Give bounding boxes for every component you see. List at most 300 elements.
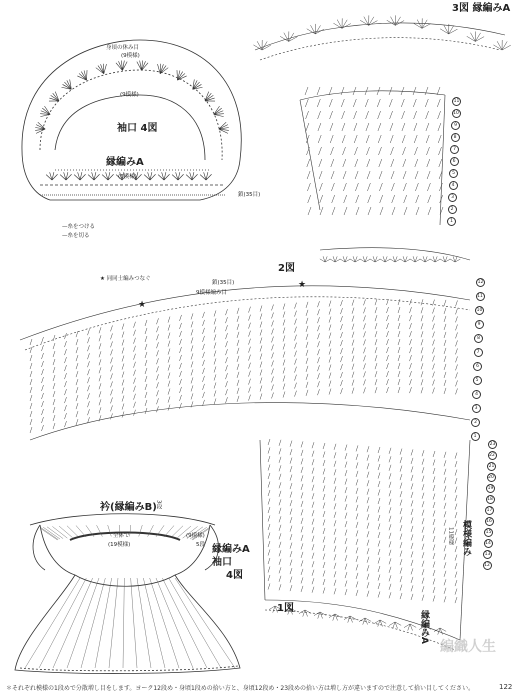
stitch bbox=[191, 329, 193, 335]
stitch bbox=[356, 195, 359, 203]
stitch bbox=[134, 346, 136, 352]
row-number: 10 bbox=[476, 308, 483, 313]
stitch bbox=[401, 99, 404, 107]
stitch bbox=[214, 374, 216, 380]
fig2-star-note: ★ 同同士編みつなぐ bbox=[100, 276, 151, 282]
stitch bbox=[323, 443, 325, 449]
stitch bbox=[279, 584, 281, 590]
stitch bbox=[331, 159, 334, 167]
stitch bbox=[410, 355, 412, 361]
stitch bbox=[364, 387, 366, 393]
row-number: 4 bbox=[472, 390, 481, 399]
stitch bbox=[400, 491, 402, 497]
stitch bbox=[433, 596, 435, 602]
stitch bbox=[404, 207, 407, 215]
stitch bbox=[444, 388, 446, 394]
stitch bbox=[191, 401, 193, 407]
stitch bbox=[306, 366, 308, 372]
stitch bbox=[329, 325, 331, 331]
stitch bbox=[203, 376, 205, 382]
stitch bbox=[392, 207, 395, 215]
stitch bbox=[433, 536, 435, 542]
stitch bbox=[312, 468, 314, 474]
stitch bbox=[353, 87, 356, 95]
stitch bbox=[122, 372, 124, 378]
stitch bbox=[283, 384, 285, 390]
stitch bbox=[404, 195, 407, 203]
stitch bbox=[356, 454, 358, 460]
stitch bbox=[145, 384, 147, 390]
stitch bbox=[30, 379, 32, 385]
row-number: 23 bbox=[489, 442, 496, 447]
stitch bbox=[379, 159, 382, 167]
stitch bbox=[180, 331, 182, 337]
stitch bbox=[387, 347, 389, 353]
stitch bbox=[422, 586, 424, 592]
stitch bbox=[364, 299, 366, 305]
stitch bbox=[364, 347, 366, 353]
stitch bbox=[367, 565, 369, 571]
stitch bbox=[444, 380, 446, 386]
stitch bbox=[345, 530, 347, 536]
stitch bbox=[168, 373, 170, 379]
stitch bbox=[214, 318, 216, 324]
skirt-line bbox=[95, 578, 112, 668]
stitch bbox=[290, 534, 292, 540]
stitch bbox=[180, 323, 182, 329]
stitch bbox=[42, 369, 44, 375]
stitch bbox=[317, 87, 320, 95]
stitch bbox=[402, 135, 405, 143]
stitch bbox=[122, 396, 124, 402]
stitch bbox=[268, 550, 270, 556]
stitch bbox=[439, 183, 442, 191]
stitch bbox=[157, 350, 159, 356]
stitch bbox=[444, 503, 446, 509]
fan-stitch bbox=[40, 114, 50, 116]
stitch bbox=[356, 488, 358, 494]
stitch bbox=[312, 561, 314, 567]
skirt-line bbox=[131, 578, 137, 668]
stitch bbox=[111, 389, 113, 395]
stitch bbox=[65, 389, 67, 395]
stitch bbox=[226, 365, 228, 371]
stitch bbox=[345, 538, 347, 544]
stitch bbox=[389, 482, 391, 488]
row-number: 10 bbox=[453, 111, 459, 116]
stitch bbox=[398, 347, 400, 353]
stitch bbox=[122, 324, 124, 330]
row-number: 12 bbox=[477, 280, 484, 285]
stitch bbox=[444, 469, 446, 475]
skirt-line bbox=[123, 578, 124, 668]
stitch bbox=[279, 542, 281, 548]
stitch bbox=[42, 345, 44, 351]
stitch bbox=[237, 364, 239, 370]
stitch bbox=[410, 323, 412, 329]
stitch bbox=[145, 328, 147, 334]
stitch bbox=[329, 341, 331, 347]
stitch bbox=[318, 349, 320, 355]
stitch bbox=[389, 465, 391, 471]
stitch bbox=[99, 375, 101, 381]
stitch bbox=[410, 371, 412, 377]
stitch bbox=[260, 370, 262, 376]
stitch bbox=[426, 123, 429, 131]
stitch bbox=[272, 376, 274, 382]
stitch bbox=[122, 340, 124, 346]
stitch bbox=[352, 324, 354, 330]
stitch bbox=[378, 583, 380, 589]
stitch bbox=[354, 123, 357, 131]
stitch bbox=[455, 504, 457, 510]
row-number: 21 bbox=[488, 464, 495, 469]
stitch bbox=[410, 307, 412, 313]
stitch bbox=[53, 383, 55, 389]
stitch bbox=[334, 512, 336, 518]
stitch bbox=[421, 379, 423, 385]
stitch bbox=[76, 355, 78, 361]
stitch bbox=[290, 458, 292, 464]
stitch bbox=[88, 409, 90, 415]
stitch bbox=[283, 376, 285, 382]
stitch bbox=[301, 586, 303, 592]
stitch bbox=[456, 300, 458, 306]
stitch bbox=[191, 385, 193, 391]
stitch bbox=[301, 501, 303, 507]
stitch bbox=[422, 510, 424, 516]
stitch bbox=[268, 524, 270, 530]
stitch bbox=[378, 541, 380, 547]
yoke-line bbox=[43, 527, 60, 539]
stitch bbox=[272, 344, 274, 350]
stitch bbox=[226, 317, 228, 323]
stitch bbox=[379, 147, 382, 155]
stitch bbox=[290, 577, 292, 583]
stitch bbox=[312, 485, 314, 491]
stitch bbox=[433, 562, 435, 568]
stitch bbox=[306, 334, 308, 340]
stitch bbox=[389, 499, 391, 505]
stitch bbox=[279, 508, 281, 514]
stitch bbox=[249, 315, 251, 321]
stitch bbox=[122, 388, 124, 394]
stitch bbox=[65, 341, 67, 347]
stitch bbox=[433, 570, 435, 576]
stitch bbox=[421, 315, 423, 321]
stitch bbox=[295, 375, 297, 381]
stitch bbox=[345, 487, 347, 493]
stitch bbox=[305, 87, 308, 95]
stitch bbox=[30, 355, 32, 361]
stitch bbox=[433, 308, 435, 314]
stitch bbox=[65, 357, 67, 363]
stitch bbox=[398, 299, 400, 305]
stitch bbox=[400, 576, 402, 582]
stitch bbox=[157, 366, 159, 372]
stitch bbox=[283, 392, 285, 398]
stitch bbox=[53, 367, 55, 373]
stitch bbox=[279, 559, 281, 565]
stitch bbox=[283, 352, 285, 358]
stitch bbox=[279, 440, 281, 446]
stitch bbox=[356, 556, 358, 562]
stitch bbox=[341, 316, 343, 322]
stitch bbox=[400, 568, 402, 574]
stitch bbox=[367, 183, 370, 191]
stitch bbox=[378, 524, 380, 530]
stitch bbox=[290, 466, 292, 472]
stitch bbox=[290, 560, 292, 566]
stitch bbox=[356, 539, 358, 545]
fig1-stitch-grid bbox=[268, 439, 457, 635]
stitch bbox=[411, 517, 413, 523]
stitch bbox=[352, 308, 354, 314]
stitch bbox=[203, 360, 205, 366]
stitch bbox=[203, 384, 205, 390]
stitch bbox=[134, 386, 136, 392]
stitch bbox=[378, 135, 381, 143]
skirt-line bbox=[39, 578, 86, 668]
stitch bbox=[323, 486, 325, 492]
stitch bbox=[421, 323, 423, 329]
skirt-line bbox=[162, 578, 207, 668]
stitch bbox=[375, 379, 377, 385]
stitch bbox=[367, 455, 369, 461]
stitch bbox=[413, 99, 416, 107]
stitch bbox=[345, 504, 347, 510]
stitch bbox=[301, 543, 303, 549]
stitch bbox=[272, 336, 274, 342]
stitch bbox=[295, 335, 297, 341]
stitch bbox=[341, 308, 343, 314]
stitch bbox=[345, 572, 347, 578]
stitch bbox=[330, 111, 333, 119]
stitch bbox=[334, 580, 336, 586]
stitch bbox=[191, 321, 193, 327]
stitch bbox=[367, 463, 369, 469]
stitch bbox=[268, 448, 270, 454]
stitch bbox=[306, 358, 308, 364]
stitch bbox=[398, 387, 400, 393]
stitch bbox=[301, 484, 303, 490]
stitch bbox=[411, 551, 413, 557]
stitch bbox=[180, 347, 182, 353]
stitch bbox=[301, 467, 303, 473]
stitch bbox=[400, 542, 402, 548]
stitch bbox=[295, 367, 297, 373]
stitch bbox=[367, 506, 369, 512]
stitch bbox=[157, 342, 159, 348]
stitch bbox=[433, 528, 435, 534]
stitch bbox=[279, 550, 281, 556]
row-number: 18 bbox=[487, 497, 493, 502]
stitch bbox=[422, 459, 424, 465]
stitch bbox=[455, 589, 457, 595]
stitch bbox=[99, 367, 101, 373]
fig3-stitch-grid bbox=[253, 15, 510, 215]
stitch bbox=[279, 525, 281, 531]
stitch bbox=[364, 331, 366, 337]
stitch bbox=[414, 123, 417, 131]
stitch bbox=[290, 517, 292, 523]
stitch bbox=[368, 207, 371, 215]
stitch bbox=[168, 397, 170, 403]
stitch bbox=[380, 195, 383, 203]
stitch bbox=[367, 480, 369, 486]
stitch bbox=[403, 183, 406, 191]
stitch bbox=[390, 135, 393, 143]
stitch bbox=[375, 363, 377, 369]
stitch bbox=[145, 392, 147, 398]
stitch bbox=[226, 341, 228, 347]
row-number: 2 bbox=[471, 418, 480, 427]
stitch bbox=[237, 316, 239, 322]
stitch bbox=[168, 341, 170, 347]
stitch bbox=[168, 357, 170, 363]
stitch bbox=[323, 537, 325, 543]
stitch bbox=[380, 207, 383, 215]
stitch bbox=[320, 195, 323, 203]
stitch bbox=[345, 445, 347, 451]
skirt-line bbox=[169, 578, 221, 668]
stitch bbox=[398, 379, 400, 385]
stitch bbox=[318, 325, 320, 331]
stitch bbox=[400, 534, 402, 540]
stitch bbox=[389, 507, 391, 513]
stitch bbox=[157, 398, 159, 404]
stitch bbox=[403, 171, 406, 179]
stitch bbox=[421, 307, 423, 313]
stitch bbox=[272, 368, 274, 374]
stitch bbox=[290, 441, 292, 447]
stitch bbox=[88, 393, 90, 399]
stitch bbox=[367, 159, 370, 167]
stitch bbox=[42, 393, 44, 399]
row-number: 13 bbox=[484, 552, 491, 557]
stitch bbox=[318, 317, 320, 323]
stitch bbox=[400, 525, 402, 531]
stitch bbox=[331, 171, 334, 179]
stitch bbox=[455, 580, 457, 586]
side-label: (9模様) bbox=[186, 533, 205, 539]
stitch bbox=[356, 522, 358, 528]
stitch bbox=[191, 377, 193, 383]
stitch bbox=[157, 326, 159, 332]
stitch bbox=[306, 111, 309, 119]
stitch bbox=[290, 551, 292, 557]
stitch bbox=[134, 402, 136, 408]
fig1-title: 1図 bbox=[277, 603, 294, 614]
stitch bbox=[279, 448, 281, 454]
stitch bbox=[400, 593, 402, 599]
stitch bbox=[249, 339, 251, 345]
stitch bbox=[426, 135, 429, 143]
stitch bbox=[378, 498, 380, 504]
yoke-line bbox=[41, 528, 58, 540]
stitch bbox=[421, 371, 423, 377]
stitch bbox=[422, 484, 424, 490]
row-number: 8 bbox=[474, 334, 483, 343]
stitch bbox=[268, 541, 270, 547]
stitch bbox=[345, 581, 347, 587]
stitch bbox=[134, 394, 136, 400]
sleeve-cuff-label: 袖口 bbox=[212, 557, 232, 568]
stitch bbox=[389, 592, 391, 598]
stitch bbox=[444, 356, 446, 362]
stitch bbox=[214, 326, 216, 332]
stitch bbox=[237, 396, 239, 402]
stitch bbox=[367, 557, 369, 563]
stitch bbox=[391, 159, 394, 167]
row-number: 3 bbox=[448, 193, 457, 202]
stitch bbox=[329, 389, 331, 395]
stitch bbox=[421, 355, 423, 361]
stitch bbox=[191, 337, 193, 343]
stitch bbox=[226, 357, 228, 363]
stitch bbox=[367, 489, 369, 495]
stitch bbox=[203, 392, 205, 398]
stitch bbox=[323, 469, 325, 475]
row-number: 5 bbox=[473, 376, 482, 385]
stitch bbox=[260, 314, 262, 320]
stitch bbox=[268, 490, 270, 496]
stitch bbox=[398, 371, 400, 377]
stitch bbox=[367, 523, 369, 529]
stitch bbox=[88, 377, 90, 383]
stitch bbox=[268, 567, 270, 573]
stitch bbox=[272, 312, 274, 318]
stitch bbox=[356, 496, 358, 502]
yoke-line bbox=[108, 525, 112, 536]
stitch bbox=[312, 476, 314, 482]
stitch bbox=[389, 567, 391, 573]
stitch bbox=[364, 355, 366, 361]
stitch bbox=[387, 371, 389, 377]
stitch bbox=[145, 400, 147, 406]
stitch bbox=[99, 351, 101, 357]
stitch bbox=[341, 340, 343, 346]
stitch bbox=[53, 359, 55, 365]
stitch bbox=[312, 553, 314, 559]
stitch bbox=[456, 332, 458, 338]
stitch bbox=[367, 446, 369, 452]
stitch bbox=[301, 450, 303, 456]
stitch bbox=[415, 171, 418, 179]
stitch bbox=[168, 389, 170, 395]
stitch bbox=[191, 369, 193, 375]
stitch bbox=[411, 526, 413, 532]
stitch bbox=[111, 365, 113, 371]
stitch bbox=[422, 501, 424, 507]
stitch bbox=[226, 389, 228, 395]
stitch bbox=[99, 335, 101, 341]
stitch bbox=[111, 357, 113, 363]
stitch bbox=[366, 123, 369, 131]
collar-label: 衿(縁編みB) bbox=[100, 502, 157, 513]
stitch bbox=[456, 308, 458, 314]
stitch bbox=[352, 356, 354, 362]
stitch bbox=[122, 412, 124, 418]
stitch bbox=[191, 313, 193, 319]
stitch bbox=[422, 561, 424, 567]
stitch bbox=[433, 348, 435, 354]
stitch bbox=[226, 349, 228, 355]
stitch bbox=[237, 388, 239, 394]
stitch bbox=[318, 389, 320, 395]
stitch bbox=[421, 299, 423, 305]
stitch bbox=[122, 332, 124, 338]
